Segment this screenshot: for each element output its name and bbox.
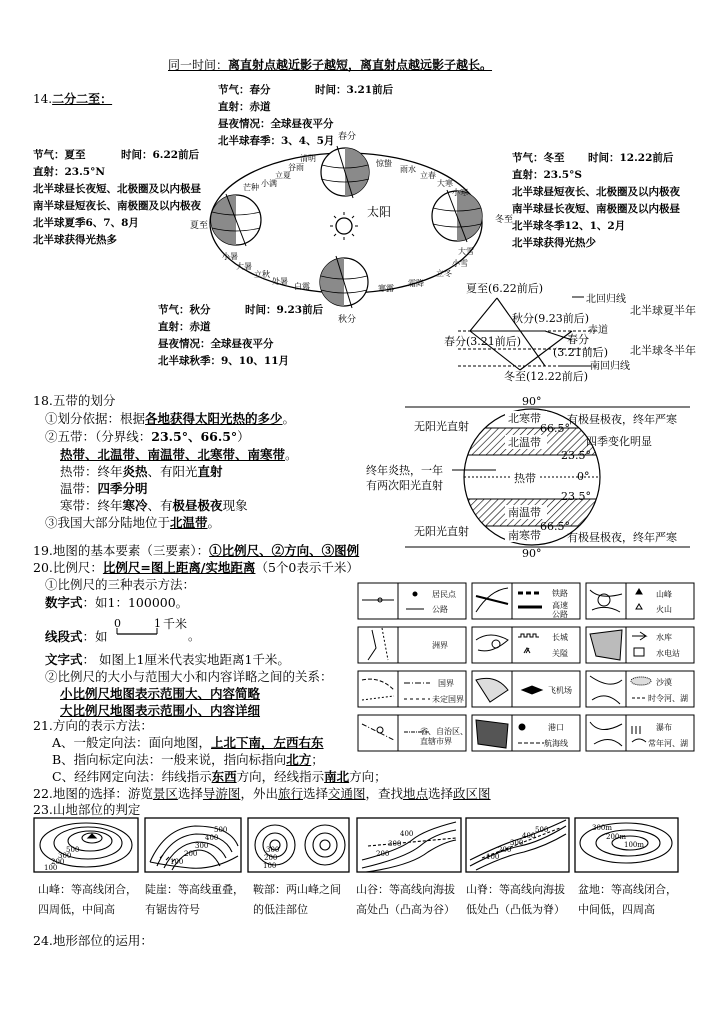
header-rule: 离直射点越近影子越短，离直射点越远影子越长。 [228,58,493,72]
legend-shengjie-a: 省、自治区、 [420,727,468,736]
summer-season: 北半球夏季6、7、8月 [33,217,139,229]
legend-shengjie-b: 直辖市界 [420,737,452,746]
hot-mid: 、有阳光 [147,464,198,479]
valley-400: 400 [400,830,414,838]
scale-unit: 千米 [163,617,188,631]
scale-end: 。 [188,629,201,643]
legend-shanfeng: 山峰 [656,590,672,599]
term-lichun: 立春 [420,171,436,180]
legend-gonglu: 公路 [432,605,448,614]
s22-u1: 景区 [152,786,178,801]
spring-term: 节气：春分 [218,84,271,96]
legend-gangkou: 港口 [548,723,564,732]
s22-u5: 地点 [403,786,429,801]
cap-cliff [145,880,244,920]
sec20-large: 大比例尺地图表示范围小、内容详细 [60,703,261,718]
legend-gaosu-b: 公路 [552,610,568,619]
spring-direct: 直射：赤道 [218,101,271,113]
autumn-season: 北半球秋季：9、10、11月 [158,355,290,367]
sec21-b-post: ； [311,752,324,767]
half-summer: 北半球夏半年 [630,304,696,317]
autumn-time: 时间：9.23前后 [245,304,324,316]
term-daxue: 大雪 [458,247,474,256]
legend-hanghaixian: 航海线 [544,739,568,748]
five-val: 23.5°、66.5° [151,429,238,444]
term-chushu: 处暑 [272,277,288,286]
sec18-title: 18.五带的划分 [33,393,116,408]
cliff-200: 200 [184,850,198,858]
header-lead: 同一时间： [168,58,229,72]
legend-changnian: 常年河、湖 [648,739,688,748]
left-hot-2: 有两次阳光直射 [366,479,443,492]
term-xiaoshu: 小暑 [222,252,238,261]
sec21-c-v2: 南北 [324,769,350,784]
note-south: 有极昼极夜，终年严寒 [567,531,677,544]
s22-p3: ，外出 [240,786,278,801]
ridge-100: 100 [486,853,500,861]
hot-b2: 直射 [197,464,223,479]
cold-b2: 极昼极夜 [172,498,223,513]
term-dahan: 大寒 [437,179,453,188]
cap-basin [578,880,677,920]
sec14-title-text: 二分二至： [52,92,113,106]
season-label-summer: 夏至 [190,221,209,231]
term-mangzhong: 芒种 [243,183,259,192]
cap-ridge-2: 低处凸（凸低为脊） [466,903,565,916]
half-winter: 北半球冬半年 [630,344,696,357]
legend-weiding: 未定国界 [432,695,464,704]
sec20-formula: 比例尺=图上距离/实地距离 [102,560,256,575]
cap-saddle [253,880,341,920]
legend-changcheng: 长城 [552,633,568,642]
china-val: 北温带 [170,515,208,530]
cliff-400: 400 [205,834,219,842]
numeric-val: ：如1：100000。 [82,595,189,610]
diamond-right-a: 春分 [567,333,589,346]
note-temperate: 四季变化明显 [586,435,652,448]
legend-huoshan: 火山 [656,605,672,614]
basin-100: 100m [624,841,644,849]
sec20-three: ①比例尺的三种表示方法： [45,577,196,592]
sec24-title: 24.地形部位的运用： [33,933,153,948]
autumn-term: 节气：秋分 [158,304,211,316]
cap-basin-2: 中间低，四周高 [578,903,655,916]
summer-heat: 北半球获得光热多 [33,234,117,246]
season-label-spring: 春分 [338,132,357,142]
s22-u2: 导游图 [202,786,241,801]
five-post: ） [237,429,250,444]
sun-label: 太阳 [367,205,392,219]
winter-north: 北半球昼短夜长、北极圈及以内极夜 [512,186,680,198]
basis-pre: ①划分依据：根据 [45,411,146,426]
s22-u6: 政区图 [453,786,491,801]
left-no-sun-bottom: 无阳光直射 [414,525,469,538]
peak-100: 100 [44,864,58,872]
term-xiaoxue: 小雪 [452,259,468,268]
sec20-pre: 20.比例尺： [33,560,103,575]
line-label: 线段式 [45,629,83,644]
term-xiaohan: 小寒 [452,188,468,197]
legend-gaosu-a: 高速 [552,601,568,610]
lat-top: 90° [522,395,542,408]
summer-south: 南半球昼短夜长、南极圈及以内极夜 [33,200,201,212]
term-guyu: 谷雨 [288,163,304,172]
legend-juminian: 居民点 [432,590,456,599]
summer-direct: 直射：23.5°N [33,166,105,178]
temp-b: 四季分明 [97,481,148,496]
term-bailu: 白露 [294,282,310,291]
valley-200: 200 [376,850,390,858]
legend-shuiku: 水库 [656,633,672,642]
season-label-winter: 冬至 [495,215,514,225]
cap-peak-2: 四周低，中间高 [38,903,115,916]
lat-bottom: 90° [522,547,542,560]
s22-u4: 交通图 [327,786,366,801]
zone-north-temperate: 北温带 [508,436,541,449]
spring-time: 时间：3.21前后 [315,84,394,96]
note-north: 有极昼极夜，终年严寒 [567,413,677,426]
winter-south: 南半球昼长夜短、南极圈及以内极昼 [512,203,680,215]
season-label-autumn: 秋分 [338,315,357,325]
winter-direct: 直射：23.5°S [512,169,582,181]
saddle-100: 100 [263,862,277,870]
zone-south-temperate: 南温带 [508,506,541,519]
lat-0: 0° [577,470,590,483]
legend-shamo: 沙漠 [656,678,672,687]
cold-mid: 、有 [147,498,173,513]
winter-season: 北半球冬季12、1、2月 [512,220,626,232]
term-liqiu: 立秋 [254,270,270,279]
term-lidong: 立冬 [436,269,452,278]
sec19-val: ①比例尺、②方向、③图例 [209,543,360,558]
term-lixia: 立夏 [275,171,291,180]
term-qingming: 清明 [300,154,316,163]
summer-time: 时间：6.22前后 [121,149,200,161]
cap-saddle-2: 的低洼部位 [253,903,308,916]
s22-p2: 选择 [177,786,203,801]
diamond-left: 春分(3.21前后) [444,335,522,348]
spring-season: 北半球春季：3、4、5月 [218,135,335,147]
ridge-500: 500 [535,826,549,834]
legend-tielu: 铁路 [552,589,568,598]
china-post: 。 [207,515,221,530]
left-no-sun-top: 无阳光直射 [414,420,469,433]
cap-ridge-1: 山脊：等高线向海拔 [466,883,565,896]
term-dashu: 大暑 [236,262,252,271]
zone-north-frigid: 北寒带 [508,412,541,425]
temp-pre: 温带： [60,481,98,496]
zone-tropic: 热带 [514,472,536,485]
hot-b1: 炎热 [122,464,148,479]
sec21-a-pre: A、一般定向法：面向地图， [52,735,212,750]
scale-1: 1 [154,617,161,630]
legend-guojie: 国界 [438,679,454,688]
s22-u3: 旅行 [277,786,303,801]
hot-pre: 热带：终年 [60,464,123,479]
lat-235n: 23.5° [561,449,591,462]
s22-p1: 22.地图的选择：游览 [33,786,153,801]
basis-post: 。 [282,411,296,426]
term-jingzhe: 惊蛰 [376,159,392,168]
sec19-pre: 19.地图的基本要素（三要素）： [33,543,210,558]
china-pre: ③我国大部分陆地位于 [45,515,171,530]
cold-post: 现象 [222,498,248,513]
line-tropic-north: 北回归线 [586,294,626,305]
basis-value: 各地获得太阳光热的多少 [145,411,283,426]
winter-time: 时间：12.22前后 [588,152,674,164]
left-hot-1: 终年炎热，一年 [366,464,443,477]
peak-500: 500 [66,846,80,854]
saddle-300: 300 [266,846,280,854]
valley-300: 300 [388,840,402,848]
basin-200: 200m [606,833,626,841]
sec20-note: （5个0表示千米） [255,560,359,575]
s22-p5: ，查找 [365,786,404,801]
cap-saddle-1: 鞍部：两山峰之间 [253,883,341,896]
autumn-direct: 直射：赤道 [158,321,211,333]
sec20-small: 小比例尺地图表示范围大、内容简略 [60,686,261,701]
winter-heat: 北半球获得光热少 [512,237,596,249]
cap-basin-1: 盆地：等高线闭合， [578,883,677,896]
cold-pre: 寒带：终年 [60,498,123,513]
line-val: ：如 [82,629,108,644]
cliff-300: 300 [195,842,209,850]
term-xiaoman: 小满 [261,179,277,188]
basin-300: 300m [592,824,612,832]
legend-feijichang: 飞机场 [548,686,572,695]
sec14-num: 14. [33,92,53,106]
line-tropic-south: 南回归线 [590,361,630,372]
term-shuangjiang: 霜降 [408,279,424,288]
cliff-500: 500 [214,826,228,834]
legend-guanai: 关隘 [552,649,568,658]
legend-pubu: 瀑布 [656,723,672,732]
autumn-daynight: 昼夜情况：全球昼夜平分 [158,338,274,350]
zones-post: 。 [285,447,298,462]
five-pre: ②五带：（分界线： [45,429,152,444]
lat-665s: 66.5° [540,520,570,533]
legend-shuidianzhan: 水电站 [656,649,680,658]
zone-south-frigid: 南寒带 [508,529,541,542]
ridge-300: 300 [510,839,524,847]
summer-term: 节气：夏至 [33,149,86,161]
lat-665n: 66.5° [540,422,570,435]
cap-valley-1: 山谷：等高线向海拔 [356,883,455,896]
summer-north: 北半球昼长夜短、北极圈及以内极昼 [33,183,201,195]
ridge-200: 200 [498,846,512,854]
cap-cliff-1: 陡崖：等高线重叠， [145,883,244,896]
text-val: ： 如图上1厘米代表实地距离1千米。 [82,652,290,667]
sec23-title: 23.山地部位的判定 [33,802,141,817]
lat-235s: 23.5° [561,490,591,503]
term-hanlu: 寒露 [378,284,394,293]
diamond-right-b: (3.21前后) [553,346,609,359]
text-label: 文字式 [45,652,83,667]
saddle-200: 200 [264,854,278,862]
term-yushui: 雨水 [400,165,416,174]
cap-valley-2: 高处凸（凸高为谷） [356,903,455,916]
sec20-rel: ②比例尺的大小与范围大小和内容详略之间的关系： [45,669,333,684]
sec21-c-v1: 东西 [211,769,237,784]
cap-peak-1: 山峰：等高线闭合， [38,883,137,896]
sec21-a-val: 上北下南，左西右东 [211,735,324,750]
winter-term: 节气：冬至 [512,152,565,164]
cap-ridge [466,880,565,920]
legend-shiling: 时令河、湖 [648,694,688,703]
s22-p4: 选择 [302,786,328,801]
cap-peak [38,880,137,920]
diamond-mid: 秋分(9.23前后) [512,312,590,325]
ridge-400: 400 [522,832,536,840]
peak-200: 200 [51,858,65,866]
diamond-top: 夏至(6.22前后) [466,282,544,295]
zones-list: 热带、北温带、南温带、北寒带、南寒带 [60,447,286,462]
line-equator: 赤道 [588,325,608,336]
sec21-title: 21.方向的表示方法： [33,718,153,733]
scale-0: 0 [114,617,121,630]
legend-zhoujie: 洲界 [432,641,448,650]
cap-cliff-2: 有锯齿符号 [145,903,200,916]
s22-p6: 选择 [428,786,454,801]
sec21-c-mid: 方向，经线指示 [236,769,325,784]
spring-daynight: 昼夜情况：全球昼夜平分 [218,118,334,130]
peak-300: 300 [58,852,72,860]
sec21-c-pre: C、经纬网定向法：纬线指示 [52,769,212,784]
cliff-100: 100 [170,858,184,866]
cold-b1: 寒冷 [122,498,148,513]
cap-valley [356,880,455,920]
sec21-b-pre: B、指向标定向法：一般来说，指向标指向 [52,752,287,767]
diamond-bottom: 冬至(12.22前后) [504,370,589,383]
numeric-label: 数字式 [45,595,83,610]
sec21-b-val: 北方 [286,752,312,767]
sec21-c-post: 方向； [349,769,387,784]
